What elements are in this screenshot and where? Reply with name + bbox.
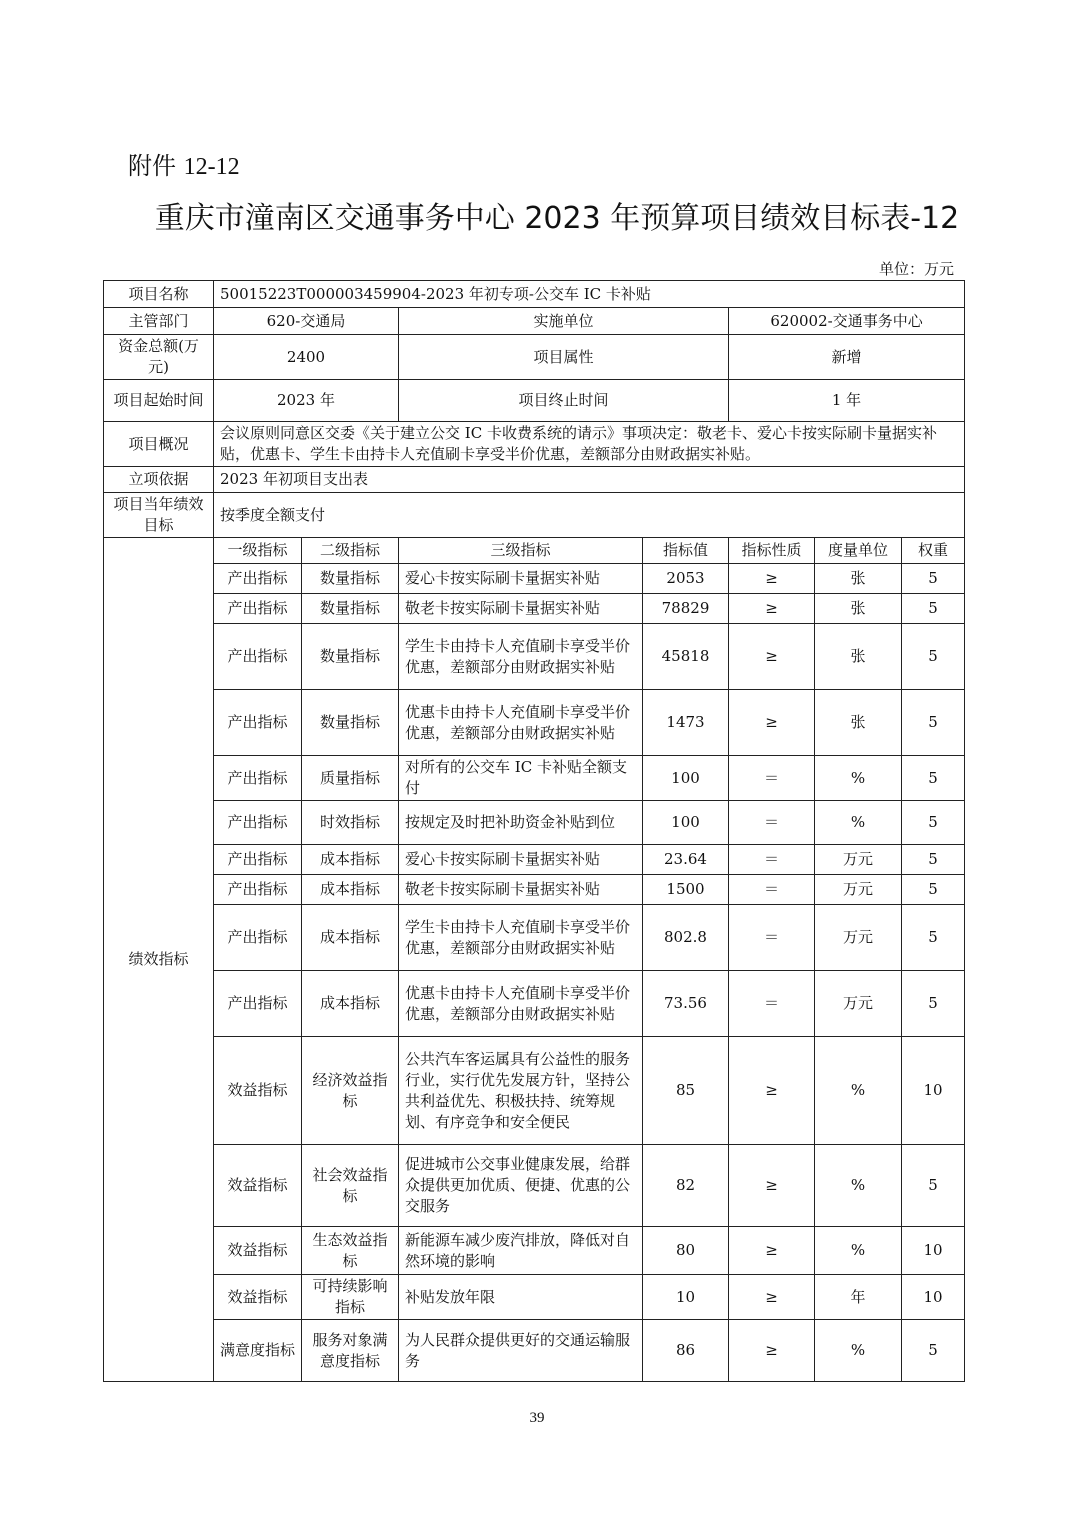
indicator-value: 2053 [643,564,729,594]
indicator-level3: 优惠卡由持卡人充值刷卡享受半价优惠，差额部分由财政据实补贴 [399,690,643,756]
indicator-nature: ≥ [729,624,815,690]
indicator-nature: ＝ [729,801,815,845]
indicator-level2: 服务对象满意度指标 [302,1320,399,1382]
indicator-level2: 数量指标 [302,624,399,690]
indicator-level1: 满意度指标 [214,1320,302,1382]
indicator-nature: ≥ [729,1145,815,1227]
indicator-level2: 数量指标 [302,594,399,624]
indicator-row [104,801,965,845]
indicator-level1: 产出指标 [214,690,302,756]
indicator-row [104,690,965,756]
indicator-level3: 优惠卡由持卡人充值刷卡享受半价优惠，差额部分由财政据实补贴 [399,971,643,1037]
indicator-unit: % [815,1320,902,1382]
indicator-level1: 产出指标 [214,971,302,1037]
indicator-level3: 学生卡由持卡人充值刷卡享受半价优惠，差额部分由财政据实补贴 [399,905,643,971]
indicator-weight: 5 [902,756,965,801]
indicator-nature: ＝ [729,971,815,1037]
indicator-value: 23.64 [643,845,729,875]
dept-value: 620-交通局 [214,308,399,335]
indicator-level3: 学生卡由持卡人充值刷卡享受半价优惠，差额部分由财政据实补贴 [399,624,643,690]
indicator-row [104,756,965,801]
indicator-level3: 爱心卡按实际刷卡量据实补贴 [399,845,643,875]
indicator-value: 82 [643,1145,729,1227]
indicator-level2: 成本指标 [302,845,399,875]
indicator-row [104,971,965,1037]
indicator-unit: 万元 [815,905,902,971]
indicator-nature: ≥ [729,594,815,624]
indicator-weight: 10 [902,1037,965,1145]
indicator-weight: 10 [902,1227,965,1275]
indicator-value: 45818 [643,624,729,690]
attachment-text: 附件 [128,152,176,180]
indicator-nature: ≥ [729,1320,815,1382]
attr-value: 新增 [729,335,965,380]
indicator-unit: % [815,1145,902,1227]
indicator-unit: 万元 [815,845,902,875]
unit-label: 单位：万元 [878,260,954,278]
indicator-level2: 成本指标 [302,905,399,971]
impl-label: 实施单位 [399,308,729,335]
indicator-value: 1500 [643,875,729,905]
indicator-weight: 5 [902,1320,965,1382]
indicator-value: 85 [643,1037,729,1145]
indicator-unit: % [815,801,902,845]
indicator-level2: 数量指标 [302,564,399,594]
indicator-level1: 产出指标 [214,845,302,875]
indicator-level1: 效益指标 [214,1145,302,1227]
attr-label: 项目属性 [399,335,729,380]
indicator-value: 73.56 [643,971,729,1037]
indicator-value: 78829 [643,594,729,624]
indicator-nature: ≥ [729,1037,815,1145]
indicator-unit: 万元 [815,875,902,905]
indicator-level2: 成本指标 [302,875,399,905]
indicator-level1: 效益指标 [214,1227,302,1275]
indicator-level2: 社会效益指标 [302,1145,399,1227]
indicator-nature: ＝ [729,905,815,971]
indicator-unit: 张 [815,564,902,594]
indicator-level2: 数量指标 [302,690,399,756]
fund-value: 2400 [214,335,399,380]
indicator-nature: ≥ [729,1227,815,1275]
attachment-label [128,146,240,181]
fund-label: 资金总额(万元) [104,335,214,380]
indicator-row [104,845,965,875]
indicator-level2: 可持续影响指标 [302,1275,399,1320]
indicator-level3: 爱心卡按实际刷卡量据实补贴 [399,564,643,594]
indicator-level3: 对所有的公交车 IC 卡补贴全额支付 [399,756,643,801]
page-title: 重庆市潼南区交通事务中心 2023 年预算项目绩效目标表-12 [154,201,960,236]
impl-value: 620002-交通事务中心 [729,308,965,335]
indicator-nature: ＝ [729,756,815,801]
indicator-level3: 敬老卡按实际刷卡量据实补贴 [399,875,643,905]
indicator-level3: 敬老卡按实际刷卡量据实补贴 [399,594,643,624]
indicator-level3: 公共汽车客运属具有公益性的服务行业，实行优先发展方针，坚持公共利益优先、积极扶持、统筹规划、有序竞争和安全便民 [399,1037,643,1145]
performance-table [103,280,965,1382]
header-unit: 度量单位 [815,538,902,564]
start-value: 2023 年 [214,380,399,422]
indicator-unit: 张 [815,690,902,756]
header-value: 指标值 [643,538,729,564]
header-level1: 一级指标 [214,538,302,564]
indicator-section-label: 绩效指标 [104,538,214,1382]
indicator-row [104,564,965,594]
indicator-level1: 产出指标 [214,594,302,624]
indicator-row [104,1227,965,1275]
project-name-value: 50015223T000003459904-2023 年初专项-公交车 IC 卡补贴 [214,281,965,308]
indicator-row [104,1145,965,1227]
attachment-number: 12-12 [183,154,240,180]
basis-label: 立项依据 [104,467,214,493]
indicator-level3: 促进城市公交事业健康发展，给群众提供更加优质、便捷、优惠的公交服务 [399,1145,643,1227]
indicator-value: 100 [643,801,729,845]
indicator-weight: 5 [902,564,965,594]
indicator-weight: 10 [902,1275,965,1320]
indicator-level3: 为人民群众提供更好的交通运输服务 [399,1320,643,1382]
indicator-row [104,875,965,905]
overview-label: 项目概况 [104,422,214,467]
indicator-weight: 5 [902,875,965,905]
indicator-level2: 时效指标 [302,801,399,845]
indicator-level2: 成本指标 [302,971,399,1037]
indicator-unit: 张 [815,624,902,690]
indicator-unit: 万元 [815,971,902,1037]
indicator-nature: ≥ [729,564,815,594]
indicator-value: 10 [643,1275,729,1320]
start-label: 项目起始时间 [104,380,214,422]
indicator-level1: 产出指标 [214,905,302,971]
header-weight: 权重 [902,538,965,564]
indicator-weight: 5 [902,905,965,971]
indicator-unit: 张 [815,594,902,624]
indicator-value: 802.8 [643,905,729,971]
header-level3: 三级指标 [399,538,643,564]
indicator-weight: 5 [902,594,965,624]
indicator-unit: % [815,1227,902,1275]
indicator-weight: 5 [902,1145,965,1227]
end-label: 项目终止时间 [399,380,729,422]
page-number: 39 [529,1410,545,1426]
goal-label: 项目当年绩效目标 [104,493,214,538]
indicator-weight: 5 [902,801,965,845]
indicator-level1: 产出指标 [214,756,302,801]
indicator-level2: 经济效益指标 [302,1037,399,1145]
project-name-label: 项目名称 [104,281,214,308]
basis-value: 2023 年初项目支出表 [214,467,965,493]
indicator-level3: 补贴发放年限 [399,1275,643,1320]
goal-value: 按季度全额支付 [214,493,965,538]
indicator-weight: 5 [902,971,965,1037]
indicator-nature: ＝ [729,875,815,905]
indicator-level2: 质量指标 [302,756,399,801]
indicator-level2: 生态效益指标 [302,1227,399,1275]
indicator-weight: 5 [902,624,965,690]
indicator-weight: 5 [902,690,965,756]
indicator-level1: 产出指标 [214,564,302,594]
indicator-row [104,1320,965,1382]
indicator-nature: ≥ [729,690,815,756]
indicator-unit: 年 [815,1275,902,1320]
indicator-row [104,624,965,690]
indicator-value: 80 [643,1227,729,1275]
indicator-row [104,594,965,624]
indicator-row [104,1275,965,1320]
indicator-level1: 产出指标 [214,624,302,690]
header-nature: 指标性质 [729,538,815,564]
indicator-row [104,1037,965,1145]
indicator-unit: % [815,1037,902,1145]
indicator-value: 100 [643,756,729,801]
indicator-level3: 按规定及时把补助资金补贴到位 [399,801,643,845]
indicator-unit: % [815,756,902,801]
dept-label: 主管部门 [104,308,214,335]
indicator-level1: 效益指标 [214,1037,302,1145]
indicator-nature: ≥ [729,1275,815,1320]
indicator-level3: 新能源车减少废汽排放，降低对自然环境的影响 [399,1227,643,1275]
header-level2: 二级指标 [302,538,399,564]
end-value: 1 年 [729,380,965,422]
indicator-value: 86 [643,1320,729,1382]
overview-value: 会议原则同意区交委《关于建立公交 IC 卡收费系统的请示》事项决定：敬老卡、爱心卡按实际刷卡量据实补贴，优惠卡、学生卡由持卡人充值刷卡享受半价优惠，差额部分由财政据实补贴。 [214,422,965,467]
indicator-level1: 产出指标 [214,875,302,905]
indicator-weight: 5 [902,845,965,875]
indicator-nature: ＝ [729,845,815,875]
indicator-level1: 效益指标 [214,1275,302,1320]
indicator-row [104,905,965,971]
indicator-level1: 产出指标 [214,801,302,845]
indicator-value: 1473 [643,690,729,756]
